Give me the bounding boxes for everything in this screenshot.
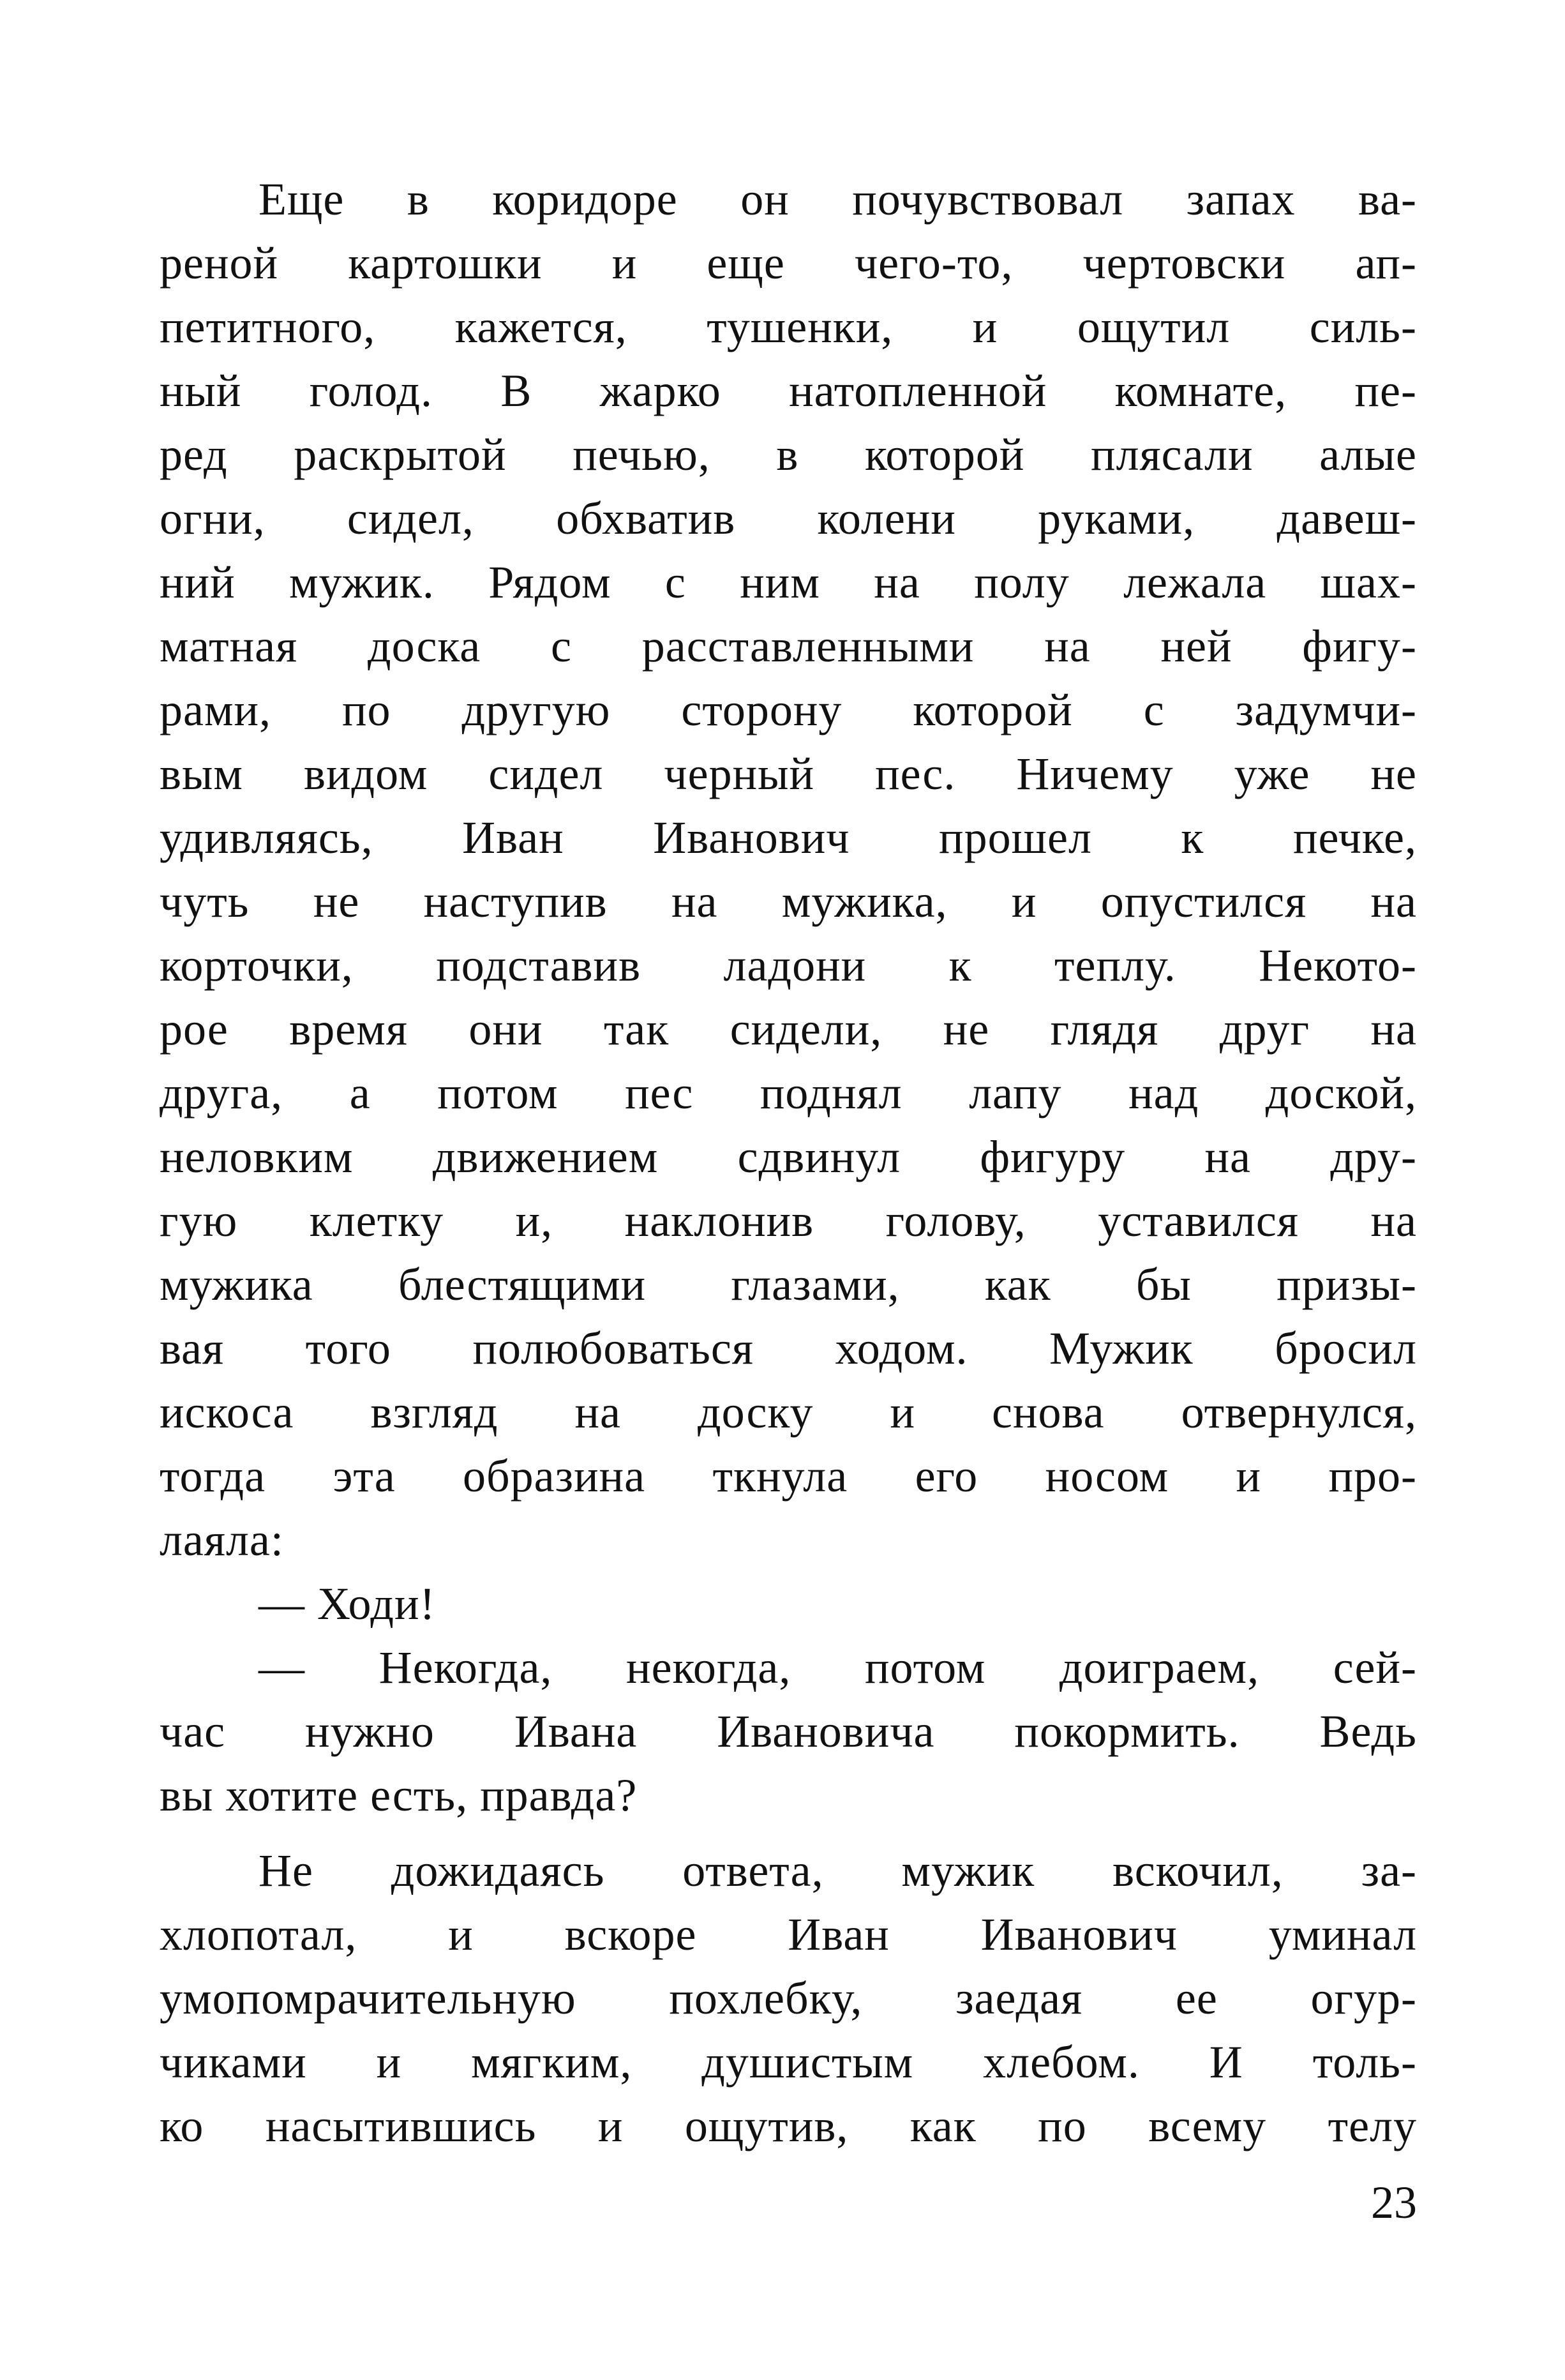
text-line: матная доска с расставленными на ней фигу- bbox=[160, 621, 1417, 672]
text-line: вы хотите есть, правда? bbox=[160, 1770, 638, 1821]
text-line: умопомрачительную похлебку, заедая ее огур- bbox=[160, 1973, 1417, 2024]
text-line: гую клетку и, наклонив голову, уставился на bbox=[160, 1195, 1417, 1246]
page-number: 23 bbox=[1371, 2177, 1417, 2228]
text-line: рое время они так сидели, не глядя друг на bbox=[160, 1004, 1417, 1055]
text-line: час нужно Ивана Ивановича покормить. Ведь bbox=[160, 1706, 1417, 1757]
dialogue-line: — Ходи! bbox=[258, 1578, 436, 1629]
text-line: Еще в коридоре он почувствовал запах ва- bbox=[258, 174, 1417, 225]
text-body bbox=[160, 167, 1417, 2158]
text-line: искоса взгляд на доску и снова отвернулся, bbox=[160, 1387, 1417, 1438]
text-line: тогда эта образина ткнула его носом и про- bbox=[160, 1450, 1417, 1502]
text-line: Не дожидаясь ответа, мужик вскочил, за- bbox=[258, 1845, 1417, 1896]
text-line: удивляясь, Иван Иванович прошел к печке, bbox=[160, 812, 1417, 863]
text-line: неловким движением сдвинул фигуру на дру- bbox=[160, 1131, 1417, 1182]
text-line: ный голод. В жарко натопленной комнате, пе- bbox=[160, 365, 1417, 416]
text-line: чиками и мягким, душистым хлебом. И толь- bbox=[160, 2037, 1417, 2088]
text-line: вая того полюбоваться ходом. Мужик бросил bbox=[160, 1323, 1417, 1374]
text-line: корточки, подставив ладони к теплу. Некото- bbox=[160, 940, 1417, 991]
dialogue-line: — Некогда, некогда, потом доиграем, сей- bbox=[258, 1642, 1417, 1693]
text-line: вым видом сидел черный пес. Ничему уже не bbox=[160, 748, 1417, 799]
text-line: огни, сидел, обхватив колени руками, давеш- bbox=[160, 493, 1417, 544]
text-line: лаяла: bbox=[160, 1514, 284, 1565]
text-line: ред раскрытой печью, в которой плясали алые bbox=[160, 429, 1417, 480]
text-line: хлопотал, и вскоре Иван Иванович уминал bbox=[160, 1909, 1417, 1960]
text-line: ний мужик. Рядом с ним на полу лежала шах- bbox=[160, 557, 1417, 608]
text-line: рами, по другую сторону которой с задумчи- bbox=[160, 684, 1417, 735]
text-line: реной картошки и еще чего-то, чертовски ап- bbox=[160, 237, 1417, 289]
text-line: мужика блестящими глазами, как бы призы- bbox=[160, 1259, 1417, 1310]
text-line: друга, а потом пес поднял лапу над доской, bbox=[160, 1067, 1417, 1118]
text-line: петитного, кажется, тушенки, и ощутил силь- bbox=[160, 301, 1417, 352]
text-line: ко насытившись и ощутив, как по всему телу bbox=[160, 2100, 1417, 2151]
paragraph-spacer bbox=[160, 1827, 1417, 1839]
text-line: чуть не наступив на мужика, и опустился на bbox=[160, 876, 1417, 927]
